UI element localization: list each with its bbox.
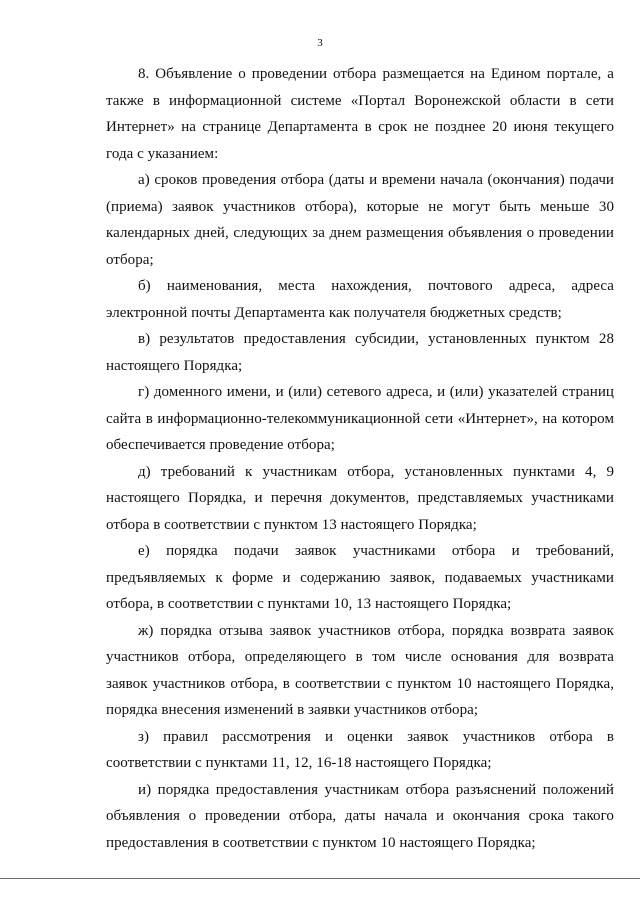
paragraph-8: 8. Объявление о проведении отбора размещается на Едином портале, а также в информационной системе «Портал Воронежской области в сети Интернет» на странице Департамента в срок не позднее 20 июня текущего года с указанием: <box>106 66 614 162</box>
paragraph-item-e: е) порядка подачи заявок участниками отбора и требований, предъявляемых к форме и содержанию заявок, подаваемых участниками отбора, в соответствии с пунктами 10, 13 настоящего Порядка; <box>106 543 614 612</box>
page-number: 3 <box>317 37 323 49</box>
paragraph-item-a: а) сроков проведения отбора (даты и времени начала (окончания) подачи (приема) заявок участников отбора), которые не могут быть меньше 30 календарных дней, следующих за днем размещения объявления о проведении отбора; <box>106 172 614 268</box>
paragraph-item-g: г) доменного имени, и (или) сетевого адреса, и (или) указателей страниц сайта в информационно-телекоммуникационной сети «Интернет», на котором обеспечивается проведение отбора; <box>106 384 614 453</box>
paragraph-item-z: з) правил рассмотрения и оценки заявок участников отбора в соответствии с пунктами 11, 12, 16-18 настоящего Порядка; <box>106 728 614 771</box>
paragraph-item-i: и) порядка предоставления участникам отбора разъяснений положений объявления о проведении отбора, даты начала и окончания срока такого предоставления в соответствии с пунктом 10 настоящего Порядка; <box>106 781 614 851</box>
document-body <box>106 61 614 856</box>
paragraph-item-zh: ж) порядка отзыва заявок участников отбора, порядка возврата заявок участников отбора, определяющего в том числе основания для возврата заявок участников отбора, в соответствии с пунктом 10 настоящего Порядка, порядка внесения изменений в заявки участников отбора; <box>106 622 614 718</box>
paragraph-item-v: в) результатов предоставления субсидии, установленных пунктом 28 настоящего Порядка; <box>106 331 614 374</box>
scan-bottom-edge-line <box>0 878 640 879</box>
paragraph-item-b: б) наименования, места нахождения, почтового адреса, адреса электронной почты Департамента как получателя бюджетных средств; <box>106 278 614 321</box>
paragraph-item-d: д) требований к участникам отбора, установленных пунктами 4, 9 настоящего Порядка, и перечня документов, представляемых участниками отбора в соответствии с пунктом 13 настоящего Порядка; <box>106 463 614 533</box>
